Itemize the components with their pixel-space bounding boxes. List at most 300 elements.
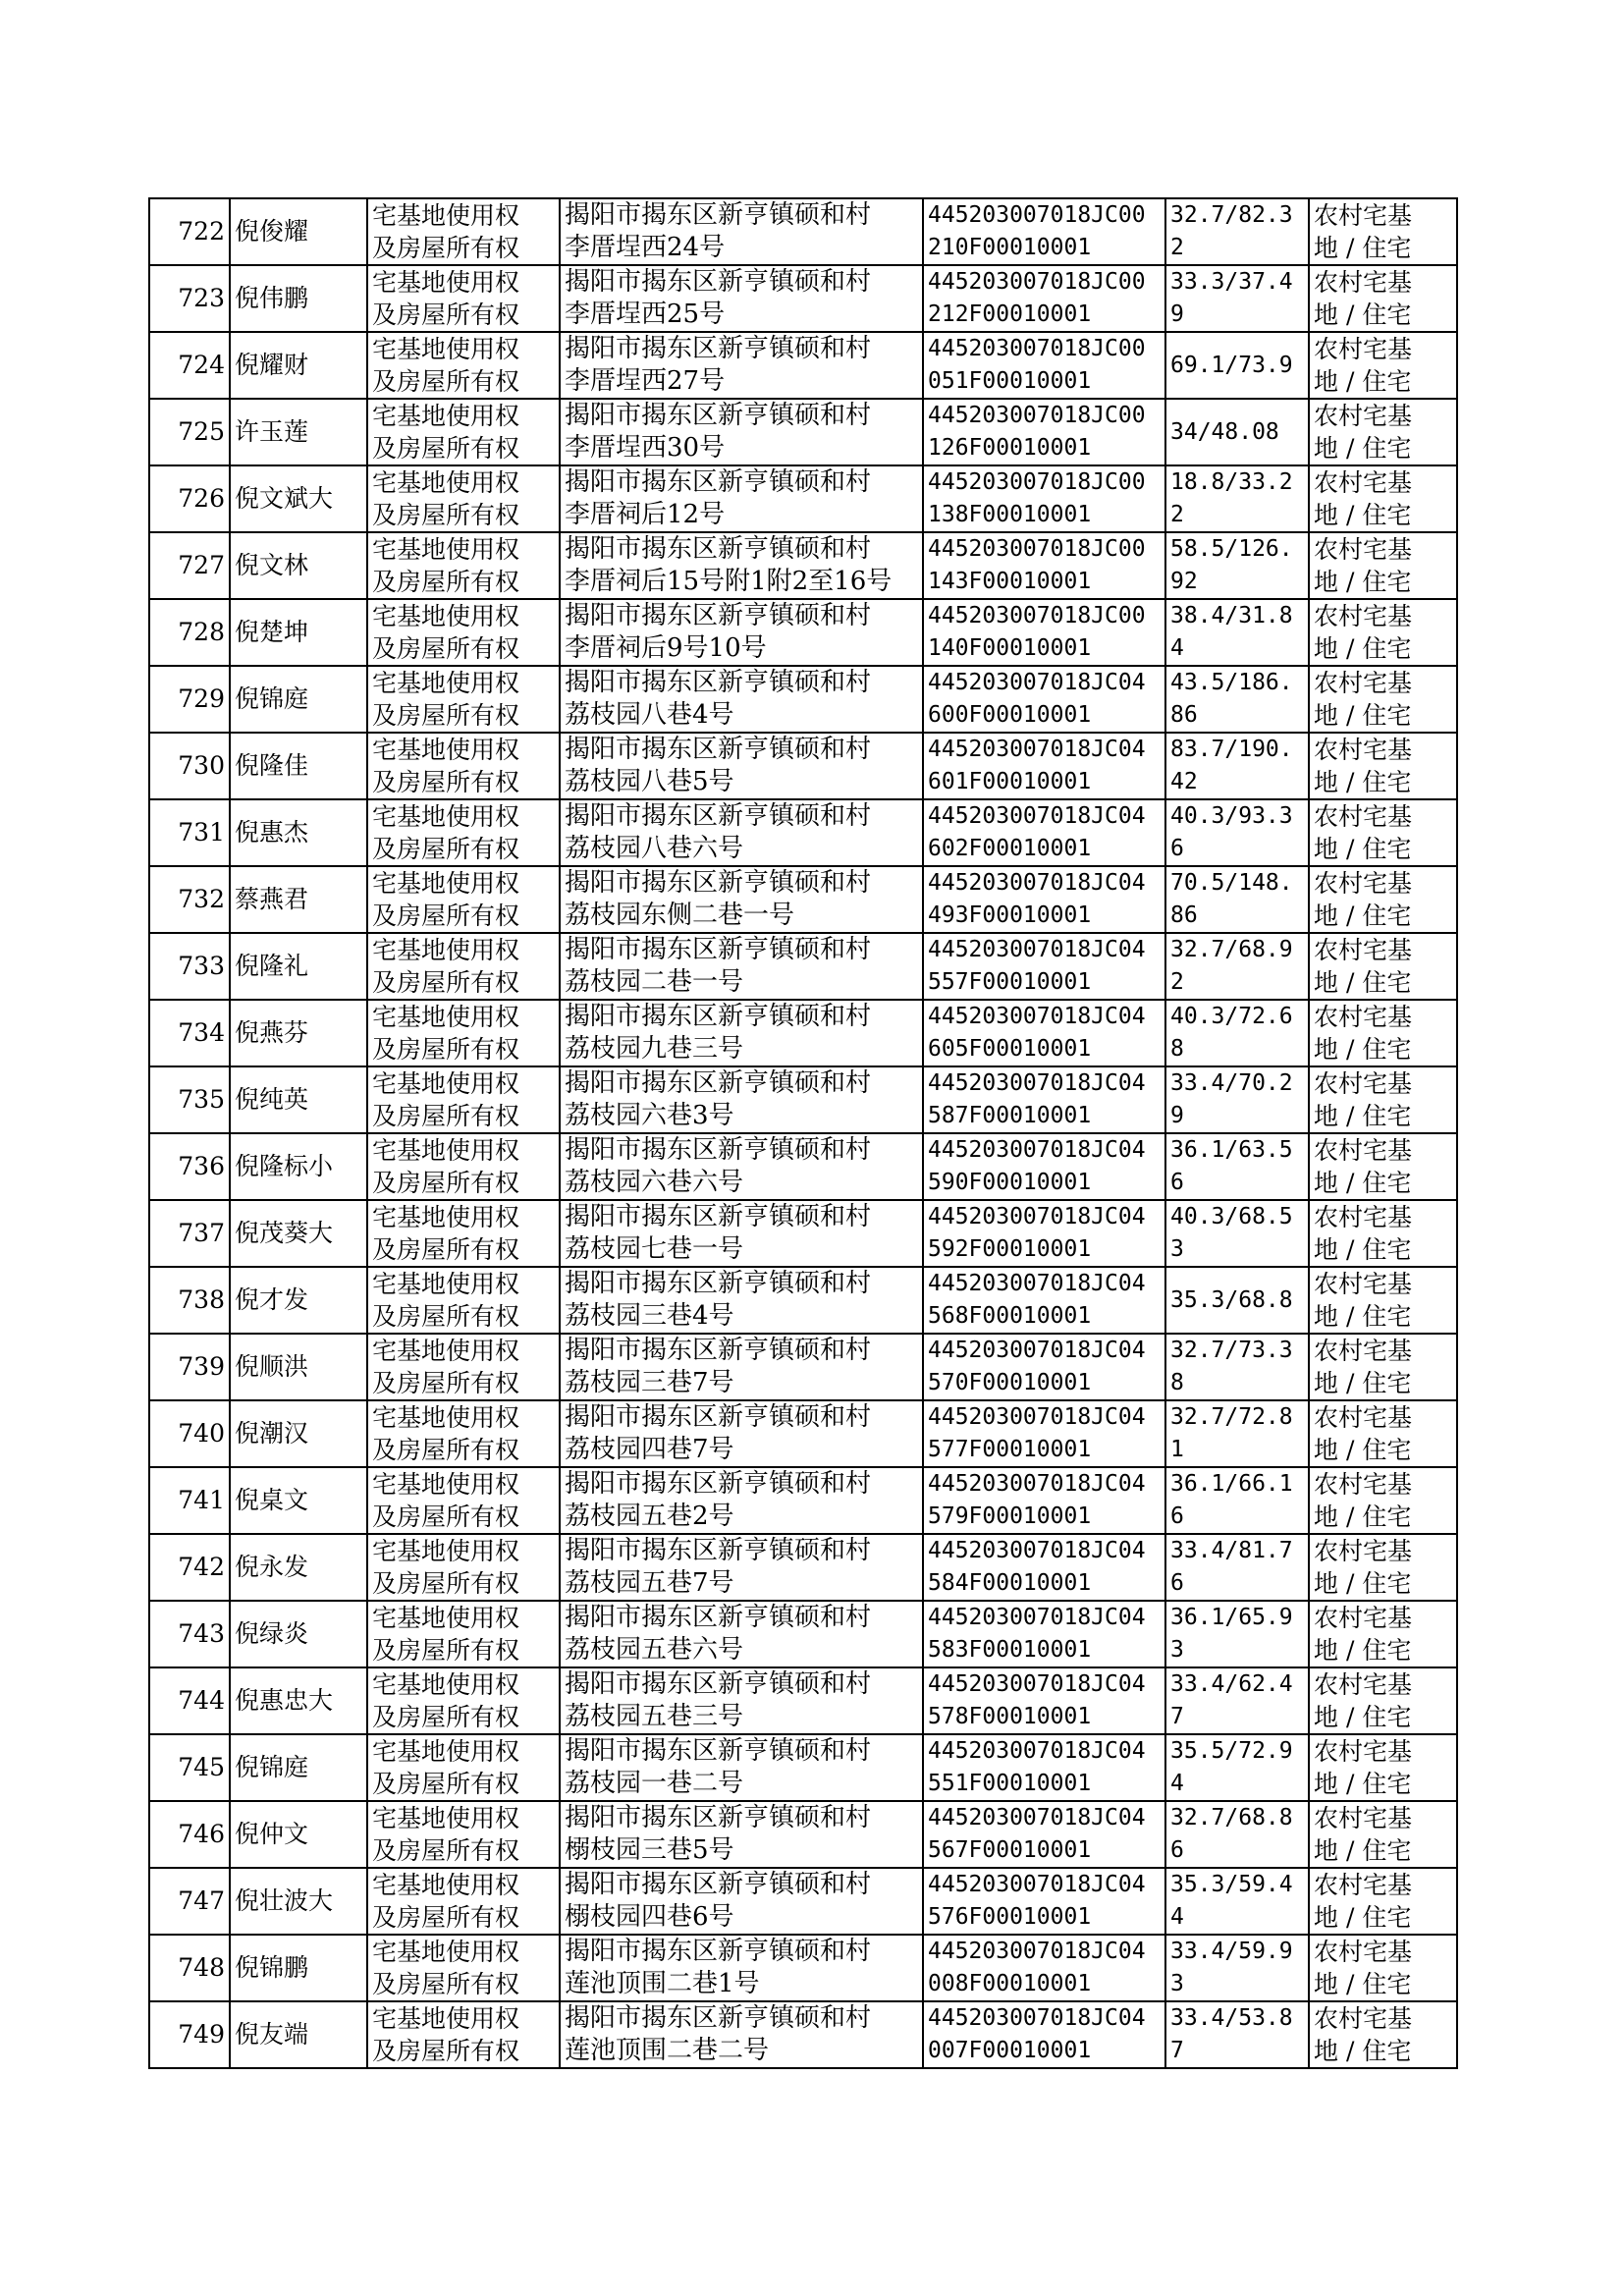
land-use [1309,1400,1457,1467]
cell-text: 农村宅基 [1314,1003,1413,1031]
land-use [1309,1066,1457,1133]
row-number: 724 [149,332,230,399]
cell-text: 地 / 住宅 [1314,501,1412,529]
owner-name: 倪锦庭 [230,1734,367,1801]
cell-text: 及房屋所有权 [372,701,520,730]
row-number: 735 [149,1066,230,1133]
owner-name: 倪友端 [230,2001,367,2068]
land-use [1309,198,1457,265]
cell-text: 农村宅基 [1314,1804,1413,1832]
cell-text: 荔枝园东侧二巷一号 [565,901,795,930]
unit-code [923,1267,1165,1334]
cell-text: 445203007018JC04 [928,937,1146,962]
right-type [367,1000,560,1066]
row-number: 729 [149,666,230,733]
table-row [149,1601,1457,1667]
cell-text: 农村宅基 [1314,1270,1413,1298]
cell-text: 3 [1170,1637,1184,1663]
row-number: 743 [149,1601,230,1667]
unit-code [923,1200,1165,1267]
right-type [367,1467,560,1534]
cell-text: 445203007018JC04 [928,1204,1146,1229]
row-number: 740 [149,1400,230,1467]
land-use [1309,1935,1457,2001]
cell-text: 地 / 住宅 [1314,768,1412,796]
cell-text: 9 [1170,1103,1184,1128]
unit-code [923,198,1165,265]
property-address [560,198,923,265]
cell-text: 揭阳市揭东区新亨镇硕和村 [565,1135,872,1165]
cell-text: 荔枝园九巷三号 [565,1034,744,1064]
right-type [367,332,560,399]
cell-text: 4 [1170,635,1184,661]
area-value [1165,332,1309,399]
land-use [1309,465,1457,532]
row-number: 731 [149,799,230,866]
right-type [367,1534,560,1601]
table-row [149,866,1457,933]
cell-text: 地 / 住宅 [1314,1569,1412,1598]
cell-text: 揭阳市揭东区新亨镇硕和村 [565,534,872,564]
owner-name: 倪文林 [230,532,367,599]
cell-text: 揭阳市揭东区新亨镇硕和村 [565,1736,872,1766]
cell-text: 揭阳市揭东区新亨镇硕和村 [565,1002,872,1031]
cell-text: 32.7/72.8 [1170,1404,1293,1430]
owner-name: 倪隆礼 [230,933,367,1000]
cell-text: 445203007018JC00 [928,469,1146,495]
cell-text: 荔枝园一巷二号 [565,1769,744,1798]
cell-text: 36.1/63.5 [1170,1137,1293,1163]
cell-text: 揭阳市揭东区新亨镇硕和村 [565,801,872,831]
cell-text: 宅基地使用权 [372,1537,520,1565]
right-type [367,866,560,933]
cell-text: 3 [1170,1236,1184,1262]
cell-text: 揭阳市揭东区新亨镇硕和村 [565,467,872,497]
area-value [1165,933,1309,1000]
cell-text: 李厝祠后12号 [565,500,726,529]
cell-text: 70.5/148. [1170,870,1293,896]
cell-text: 农村宅基 [1314,1737,1413,1766]
cell-text: 宅基地使用权 [372,1804,520,1832]
right-type [367,532,560,599]
cell-text: 榒枝园三巷5号 [565,1835,734,1865]
land-use [1309,1601,1457,1667]
cell-text: 051F00010001 [928,368,1092,394]
cell-text: 荔枝园二巷一号 [565,967,744,997]
owner-name: 倪惠忠大 [230,1667,367,1734]
cell-text: 6 [1170,1570,1184,1596]
cell-text: 579F00010001 [928,1503,1092,1529]
cell-text: 农村宅基 [1314,736,1413,764]
cell-text: 445203007018JC04 [928,737,1146,762]
cell-text: 荔枝园五巷7号 [565,1568,734,1598]
area-value [1165,1667,1309,1734]
cell-text: 及房屋所有权 [372,968,520,997]
cell-text: 农村宅基 [1314,1938,1413,1966]
cell-text: 宅基地使用权 [372,468,520,497]
cell-text: 及房屋所有权 [372,301,520,329]
row-number: 738 [149,1267,230,1334]
cell-text: 地 / 住宅 [1314,301,1412,329]
cell-text: 212F00010001 [928,301,1092,327]
owner-name: 倪壮波大 [230,1868,367,1935]
owner-name: 倪绿炎 [230,1601,367,1667]
area-value [1165,1467,1309,1534]
cell-text: 宅基地使用权 [372,1470,520,1499]
cell-text: 揭阳市揭东区新亨镇硕和村 [565,334,872,363]
cell-text: 荔枝园五巷三号 [565,1702,744,1731]
cell-text: 32.7/73.3 [1170,1338,1293,1363]
right-type [367,1133,560,1200]
table-row [149,465,1457,532]
row-number: 734 [149,1000,230,1066]
cell-text: 李厝埕西25号 [565,300,726,329]
area-value [1165,198,1309,265]
owner-name: 蔡燕君 [230,866,367,933]
cell-text: 及房屋所有权 [372,902,520,930]
cell-text: 及房屋所有权 [372,501,520,529]
right-type [367,1734,560,1801]
area-value [1165,399,1309,465]
cell-text: 宅基地使用权 [372,802,520,831]
cell-text: 及房屋所有权 [372,1369,520,1397]
table-row [149,799,1457,866]
cell-text: 445203007018JC04 [928,1605,1146,1630]
cell-text: 揭阳市揭东区新亨镇硕和村 [565,1469,872,1499]
cell-text: 农村宅基 [1314,1670,1413,1699]
cell-text: 农村宅基 [1314,2004,1413,2033]
property-address [560,1200,923,1267]
right-type [367,1601,560,1667]
cell-text: 33.4/70.2 [1170,1070,1293,1096]
cell-text: 83.7/190. [1170,737,1293,762]
unit-code [923,1066,1165,1133]
right-type [367,1400,560,1467]
cell-text: 揭阳市揭东区新亨镇硕和村 [565,1536,872,1565]
cell-text: 445203007018JC04 [928,1538,1146,1563]
cell-text: 38.4/31.8 [1170,603,1293,628]
cell-text: 李厝埕西27号 [565,366,726,396]
cell-text: 445203007018JC04 [928,1404,1146,1430]
cell-text: 35.3/68.8 [1170,1287,1293,1313]
cell-text: 590F00010001 [928,1170,1092,1195]
right-type [367,198,560,265]
right-type [367,1334,560,1400]
right-type [367,933,560,1000]
cell-text: 34/48.08 [1170,419,1279,445]
right-type [367,465,560,532]
row-number: 745 [149,1734,230,1801]
cell-text: 33.3/37.4 [1170,269,1293,295]
cell-text: 6 [1170,1837,1184,1863]
table-row [149,2001,1457,2068]
row-number: 726 [149,465,230,532]
cell-text: 557F00010001 [928,969,1092,995]
table-row [149,1667,1457,1734]
cell-text: 荔枝园四巷7号 [565,1435,734,1464]
property-address [560,1066,923,1133]
table-row [149,933,1457,1000]
unit-code [923,332,1165,399]
cell-text: 及房屋所有权 [372,1235,520,1264]
cell-text: 551F00010001 [928,1771,1092,1796]
cell-text: 7 [1170,2038,1184,2063]
cell-text: 李厝祠后15号附1附2至16号 [565,567,893,596]
owner-name: 倪纯英 [230,1066,367,1133]
cell-text: 445203007018JC04 [928,1939,1146,1964]
row-number: 728 [149,599,230,666]
cell-text: 揭阳市揭东区新亨镇硕和村 [565,1870,872,1899]
cell-text: 宅基地使用权 [372,1069,520,1098]
cell-text: 33.4/62.4 [1170,1671,1293,1697]
cell-text: 宅基地使用权 [372,1938,520,1966]
cell-text: 9 [1170,301,1184,327]
cell-text: 602F00010001 [928,836,1092,861]
unit-code [923,1601,1165,1667]
cell-text: 584F00010001 [928,1570,1092,1596]
cell-text: 及房屋所有权 [372,234,520,262]
cell-text: 577F00010001 [928,1437,1092,1462]
cell-text: 宅基地使用权 [372,1871,520,1899]
cell-text: 及房屋所有权 [372,1035,520,1064]
cell-text: 荔枝园五巷六号 [565,1635,744,1665]
cell-text: 地 / 住宅 [1314,1970,1412,1998]
cell-text: 及房屋所有权 [372,1436,520,1464]
right-type [367,1200,560,1267]
cell-text: 宅基地使用权 [372,1670,520,1699]
cell-text: 576F00010001 [928,1904,1092,1930]
cell-text: 地 / 住宅 [1314,234,1412,262]
owner-name: 倪永发 [230,1534,367,1601]
cell-text: 140F00010001 [928,635,1092,661]
cell-text: 地 / 住宅 [1314,1703,1412,1731]
cell-text: 揭阳市揭东区新亨镇硕和村 [565,267,872,297]
cell-text: 86 [1170,702,1198,728]
cell-text: 揭阳市揭东区新亨镇硕和村 [565,601,872,630]
cell-text: 地 / 住宅 [1314,701,1412,730]
cell-text: 445203007018JC04 [928,1805,1146,1831]
cell-text: 583F00010001 [928,1637,1092,1663]
land-use [1309,1000,1457,1066]
table-row [149,1467,1457,1534]
cell-text: 宅基地使用权 [372,1403,520,1432]
cell-text: 6 [1170,1503,1184,1529]
owner-name: 倪顺洪 [230,1334,367,1400]
land-use [1309,799,1457,866]
cell-text: 445203007018JC00 [928,536,1146,562]
cell-text: 445203007018JC04 [928,670,1146,695]
owner-name: 倪才发 [230,1267,367,1334]
cell-text: 1 [1170,1437,1184,1462]
table-row [149,1066,1457,1133]
table-row [149,666,1457,733]
land-use [1309,1667,1457,1734]
property-address [560,332,923,399]
right-type [367,265,560,332]
owner-name: 倪锦庭 [230,666,367,733]
cell-text: 及房屋所有权 [372,1102,520,1130]
unit-code [923,1133,1165,1200]
cell-text: 农村宅基 [1314,1470,1413,1499]
unit-code [923,1000,1165,1066]
unit-code [923,1868,1165,1935]
unit-code [923,265,1165,332]
owner-name: 许玉莲 [230,399,367,465]
cell-text: 荔枝园五巷2号 [565,1502,734,1531]
cell-text: 126F00010001 [928,435,1092,461]
cell-text: 4 [1170,1771,1184,1796]
unit-code [923,2001,1165,2068]
table-row [149,532,1457,599]
cell-text: 445203007018JC04 [928,2005,1146,2031]
cell-text: 及房屋所有权 [372,1970,520,1998]
area-value [1165,1734,1309,1801]
cell-text: 地 / 住宅 [1314,1836,1412,1865]
cell-text: 58.5/126. [1170,536,1293,562]
cell-text: 600F00010001 [928,702,1092,728]
land-use [1309,332,1457,399]
cell-text: 宅基地使用权 [372,602,520,630]
area-value [1165,1133,1309,1200]
land-use [1309,733,1457,799]
cell-text: 6 [1170,1170,1184,1195]
cell-text: 2 [1170,969,1184,995]
property-address [560,1601,923,1667]
owner-name: 倪锦鹏 [230,1935,367,2001]
area-value [1165,599,1309,666]
cell-text: 揭阳市揭东区新亨镇硕和村 [565,935,872,964]
cell-text: 地 / 住宅 [1314,1636,1412,1665]
owner-name: 倪隆佳 [230,733,367,799]
cell-text: 宅基地使用权 [372,335,520,363]
row-number: 748 [149,1935,230,2001]
cell-text: 36.1/65.9 [1170,1605,1293,1630]
land-use [1309,1133,1457,1200]
cell-text: 33.4/81.7 [1170,1538,1293,1563]
table-row [149,733,1457,799]
property-address [560,265,923,332]
cell-text: 宅基地使用权 [372,669,520,697]
table-row [149,265,1457,332]
property-address [560,1467,923,1534]
cell-text: 18.8/33.2 [1170,469,1293,495]
land-use [1309,1734,1457,1801]
unit-code [923,1467,1165,1534]
table-row [149,1534,1457,1601]
row-number: 739 [149,1334,230,1400]
cell-text: 2 [1170,502,1184,527]
unit-code [923,399,1165,465]
property-address [560,933,923,1000]
cell-text: 445203007018JC04 [928,803,1146,829]
area-value [1165,666,1309,733]
cell-text: 138F00010001 [928,502,1092,527]
property-address [560,733,923,799]
table-row [149,1133,1457,1200]
cell-text: 445203007018JC04 [928,1338,1146,1363]
cell-text: 宅基地使用权 [372,736,520,764]
table-row [149,332,1457,399]
cell-text: 农村宅基 [1314,201,1413,230]
cell-text: 8 [1170,1036,1184,1062]
cell-text: 宅基地使用权 [372,201,520,230]
cell-text: 43.5/186. [1170,670,1293,695]
cell-text: 568F00010001 [928,1303,1092,1329]
cell-text: 地 / 住宅 [1314,968,1412,997]
cell-text: 587F00010001 [928,1103,1092,1128]
area-value [1165,1534,1309,1601]
cell-text: 及房屋所有权 [372,1302,520,1331]
cell-text: 445203007018JC04 [928,870,1146,896]
owner-name: 倪桌文 [230,1467,367,1534]
land-use [1309,1868,1457,1935]
cell-text: 地 / 住宅 [1314,902,1412,930]
right-type [367,733,560,799]
unit-code [923,1734,1165,1801]
cell-text: 揭阳市揭东区新亨镇硕和村 [565,1269,872,1298]
cell-text: 及房屋所有权 [372,835,520,863]
row-number: 732 [149,866,230,933]
cell-text: 567F00010001 [928,1837,1092,1863]
area-value [1165,1200,1309,1267]
cell-text: 445203007018JC04 [928,1070,1146,1096]
cell-text: 7 [1170,1704,1184,1729]
table-row [149,198,1457,265]
cell-text: 601F00010001 [928,769,1092,794]
cell-text: 农村宅基 [1314,1604,1413,1632]
cell-text: 宅基地使用权 [372,402,520,430]
row-number: 749 [149,2001,230,2068]
cell-text: 揭阳市揭东区新亨镇硕和村 [565,1402,872,1432]
property-address [560,866,923,933]
cell-text: 445203007018JC04 [928,1872,1146,1897]
area-value [1165,733,1309,799]
cell-text: 宅基地使用权 [372,535,520,564]
area-value [1165,1801,1309,1868]
cell-text: 地 / 住宅 [1314,1369,1412,1397]
cell-text: 及房屋所有权 [372,367,520,396]
cell-text: 农村宅基 [1314,335,1413,363]
cell-text: 及房屋所有权 [372,1503,520,1531]
cell-text: 地 / 住宅 [1314,367,1412,396]
row-number: 741 [149,1467,230,1534]
cell-text: 570F00010001 [928,1370,1092,1395]
land-use [1309,399,1457,465]
row-number: 744 [149,1667,230,1734]
table-row [149,1801,1457,1868]
area-value [1165,799,1309,866]
cell-text: 农村宅基 [1314,1871,1413,1899]
cell-text: 农村宅基 [1314,1337,1413,1365]
cell-text: 40.3/68.5 [1170,1204,1293,1229]
cell-text: 445203007018JC04 [928,1004,1146,1029]
cell-text: 宅基地使用权 [372,1604,520,1632]
land-use [1309,265,1457,332]
unit-code [923,799,1165,866]
cell-text: 及房屋所有权 [372,634,520,663]
cell-text: 农村宅基 [1314,402,1413,430]
land-use [1309,1467,1457,1534]
cell-text: 宅基地使用权 [372,1337,520,1365]
land-use [1309,1267,1457,1334]
cell-text: 榒枝园四巷6号 [565,1902,734,1932]
cell-text: 445203007018JC04 [928,1137,1146,1163]
unit-code [923,532,1165,599]
table-row [149,399,1457,465]
table-row [149,1400,1457,1467]
area-value [1165,866,1309,933]
row-number: 725 [149,399,230,465]
